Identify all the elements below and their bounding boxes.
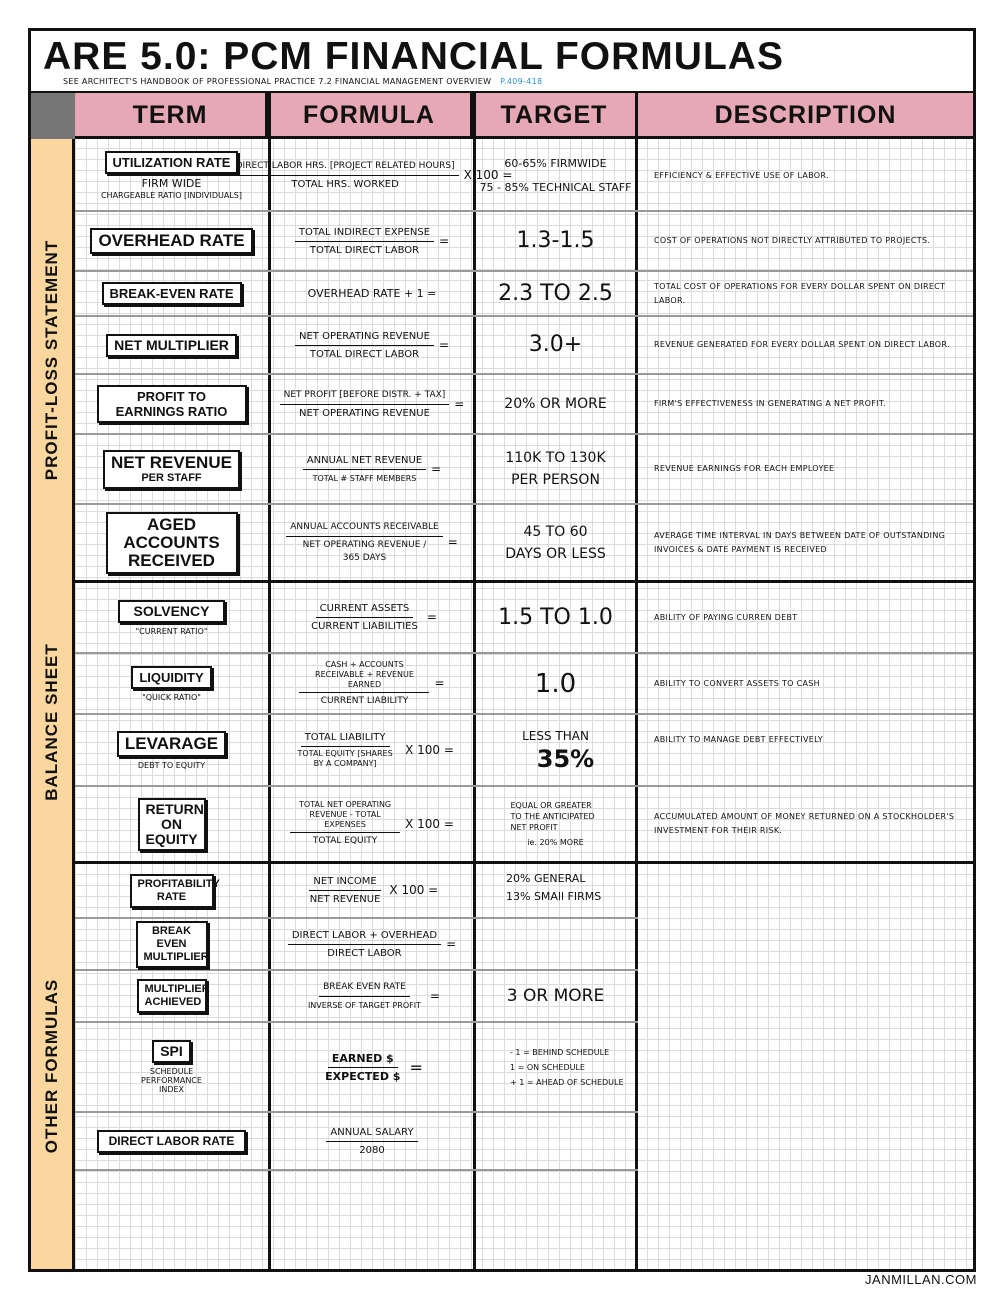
- target-cell: 3 OR MORE: [506, 986, 605, 1006]
- operator: =: [409, 1057, 423, 1077]
- formula-cell: [271, 971, 473, 1021]
- target-value: - 1 = BEHIND SCHEDULE: [510, 1047, 610, 1057]
- term-label: NET REVENUE: [111, 452, 232, 472]
- fraction: [280, 389, 450, 420]
- denominator: NET OPERATING REVENUE / 365 DAYS: [302, 539, 427, 563]
- table-corner: [31, 93, 75, 139]
- target-value: 60-65% FIRMWIDE: [504, 156, 607, 170]
- term-break-even-multiplier: BREAK EVEN MULTIPLIER: [136, 921, 208, 968]
- operator: =: [454, 396, 465, 411]
- term-cell: [75, 787, 268, 861]
- term-cell: [75, 971, 268, 1021]
- fraction: [303, 454, 426, 485]
- term-profitability-rate: PROFITABILITY RATE: [130, 874, 214, 908]
- denominator: TOTAL EQUITY: [312, 836, 378, 846]
- header-description-label: DESCRIPTION: [714, 101, 897, 129]
- operator: =: [430, 988, 441, 1003]
- target-value: + 1 = AHEAD OF SCHEDULE: [510, 1077, 624, 1087]
- target-cell: 20% OR MORE: [504, 396, 607, 412]
- description-cell: COST OF OPERATIONS NOT DIRECTLY ATTRIBUTED TO PROJECTS.: [654, 236, 931, 245]
- subtitle-pages: P.409-418: [500, 77, 543, 86]
- denominator: TOTAL HRS. WORKED: [291, 179, 399, 190]
- row-divider: [75, 1169, 638, 1171]
- formula-cell: [271, 1113, 473, 1169]
- operator: =: [438, 337, 449, 352]
- numerator: NET INCOME: [309, 875, 380, 891]
- formula-cell: [271, 583, 473, 652]
- target-cell: [476, 505, 635, 580]
- formula-cell: [271, 787, 473, 861]
- term-cell: [75, 272, 268, 315]
- term-overhead-rate: OVERHEAD RATE: [90, 228, 252, 254]
- formula-cell: [271, 864, 473, 917]
- term-return-on-equity: RETURN ON EQUITY: [138, 798, 206, 851]
- numerator: TOTAL LIABILITY: [301, 731, 390, 747]
- term-label-sub: PER STAFF: [141, 471, 202, 484]
- target-value: ie. 20% MORE: [527, 838, 584, 847]
- denominator: TOTAL EQUITY [SHARES BY A COMPANY]: [297, 749, 393, 768]
- operator: =: [431, 461, 442, 476]
- formula-cell: [271, 505, 473, 580]
- operator: =: [446, 936, 457, 951]
- target-cell: [476, 715, 635, 785]
- term-subtitle: "QUICK RATIO": [142, 692, 201, 702]
- fraction: [307, 602, 422, 633]
- operator: =: [426, 610, 437, 624]
- denominator: TOTAL # STAFF MEMBERS: [312, 473, 417, 483]
- fraction: [290, 731, 400, 769]
- target-cell: 3.0+: [528, 332, 583, 357]
- description-cell: ABILITY TO MANAGE DEBT EFFECTIVELY: [654, 735, 823, 744]
- target-value: EQUAL OR GREATER TO THE ANTICIPATED NET PROFIT: [510, 801, 595, 832]
- fraction: [290, 800, 400, 848]
- term-cell: [75, 919, 268, 969]
- term-net-multiplier: NET MULTIPLIER: [106, 334, 237, 357]
- term-spi: SPI: [152, 1040, 191, 1063]
- target-cell: 1.0: [534, 668, 577, 699]
- target-cell: [476, 1023, 635, 1111]
- term-cell: [75, 715, 268, 785]
- denominator: NET OPERATING REVENUE: [299, 407, 430, 419]
- target-cell: 1.3-1.5: [516, 228, 595, 253]
- header-target: [473, 93, 638, 139]
- term-utilization-rate: UTILIZATION RATE: [105, 151, 239, 174]
- target-value: 13% SMAll FIRMS: [506, 890, 602, 903]
- fraction: [306, 875, 385, 906]
- header-term-label: TERM: [132, 101, 208, 129]
- numerator: TOTAL NET OPERATING REVENUE - TOTAL EXPENSES: [290, 800, 400, 833]
- denominator: CURRENT LIABILITIES: [311, 621, 418, 632]
- target-cell: 1.5 TO 1.0: [498, 604, 613, 630]
- header-target-label: TARGET: [500, 101, 608, 129]
- term-cell: [75, 864, 268, 917]
- numerator: CURRENT ASSETS: [316, 602, 414, 618]
- target-cell: [476, 787, 635, 861]
- section-label: OTHER FORMULAS: [41, 978, 61, 1154]
- term-aged-accounts-received: AGED ACCOUNTS RECEIVED: [106, 512, 238, 574]
- section-label: BALANCE SHEET: [41, 643, 61, 801]
- description-cell: ACCUMULATED AMOUNT OF MONEY RETURNED ON A STOCKHOLDER'S INVESTMENT FOR THEIR RISK.: [654, 812, 955, 835]
- description-cell: EFFICIENCY & EFFECTIVE USE OF LABOR.: [654, 170, 829, 180]
- section-other-formulas: [31, 863, 75, 1269]
- formula-cell: [271, 375, 473, 433]
- header-term: [75, 93, 268, 139]
- target-value: 110K TO 130K: [505, 450, 606, 466]
- section-label: PROFIT-LOSS STATEMENT: [41, 239, 61, 481]
- term-cell: [75, 1113, 268, 1169]
- term-subtitle: DEBT TO EQUITY: [137, 760, 206, 770]
- target-value: 45 TO 60: [523, 523, 588, 540]
- description-cell: ABILITY OF PAYING CURREN DEBT: [654, 612, 798, 622]
- term-cell: [75, 1023, 268, 1111]
- target-value: LESS THAN: [522, 729, 589, 743]
- numerator: ANNUAL NET REVENUE: [303, 454, 426, 470]
- term-break-even-rate: BREAK-EVEN RATE: [102, 282, 242, 305]
- term-multiplier-achieved: MULTIPLIER ACHIEVED: [137, 979, 207, 1013]
- fraction: [326, 1126, 417, 1157]
- target-cell: [476, 864, 635, 917]
- subtitle: [63, 77, 542, 86]
- denominator: TOTAL DIRECT LABOR: [309, 348, 420, 360]
- formula-cell: [271, 715, 473, 785]
- fraction: [295, 330, 434, 361]
- fraction: [321, 1052, 404, 1083]
- numerator: DIRECT LABOR HRS. [PROJECT RELATED HOURS]: [232, 160, 459, 176]
- term-cell: [75, 505, 268, 580]
- numerator: DIRECT LABOR + OVERHEAD: [288, 929, 441, 945]
- formula-cell: [271, 317, 473, 373]
- formula-cell: [271, 435, 473, 503]
- description-cell: ABILITY TO CONVERT ASSETS TO CASH: [654, 678, 820, 688]
- operator: X 100 =: [405, 742, 454, 757]
- section-profit-loss: [31, 139, 75, 581]
- numerator: EARNED $: [328, 1052, 398, 1068]
- worksheet: [28, 28, 976, 1272]
- target-value: 20% GENERAL: [506, 872, 586, 885]
- description-cell: REVENUE GENERATED FOR EVERY DOLLAR SPENT ON DIRECT LABOR.: [654, 340, 950, 349]
- operator: =: [447, 535, 458, 549]
- term-cell: [75, 435, 268, 503]
- numerator: TOTAL INDIRECT EXPENSE: [295, 226, 434, 242]
- fraction: [304, 981, 425, 1012]
- numerator: ANNUAL SALARY: [326, 1126, 417, 1142]
- operator: X 100 =: [463, 168, 513, 182]
- term-levarage: LEVARAGE: [117, 731, 226, 757]
- formula-cell: [271, 1023, 473, 1111]
- denominator: 2080: [359, 1144, 385, 1156]
- term-cell: [75, 654, 268, 713]
- target-value: 75 - 85% TECHNICAL STAFF: [479, 180, 632, 194]
- target-cell: [476, 141, 635, 210]
- denominator: CURRENT LIABILITY: [320, 695, 409, 706]
- formula-cell: [271, 654, 473, 713]
- term-solvency: SOLVENCY: [118, 600, 226, 623]
- header-formula-label: FORMULA: [303, 101, 435, 129]
- term-cell: [75, 583, 268, 652]
- fraction: [288, 929, 441, 960]
- description-cell: TOTAL COST OF OPERATIONS FOR EVERY DOLLAR SPENT ON DIRECT LABOR.: [654, 281, 946, 305]
- numerator: NET PROFIT [BEFORE DISTR. + TAX]: [280, 389, 450, 405]
- denominator: DIRECT LABOR: [327, 947, 402, 959]
- subtitle-text: SEE ARCHITECT'S HANDBOOK OF PROFESSIONAL PRACTICE 7.2 FINANCIAL MANAGEMENT OVERVIEW: [63, 77, 492, 86]
- target-cell: 2.3 TO 2.5: [498, 280, 613, 306]
- numerator: CASH + ACCOUNTS RECEIVABLE + REVENUE EARNED: [299, 660, 429, 693]
- fraction: [232, 160, 459, 191]
- formula-cell: OVERHEAD RATE + 1 =: [307, 287, 437, 300]
- fraction: [299, 660, 429, 708]
- term-cell: [75, 375, 268, 433]
- page-title: ARE 5.0: PCM FINANCIAL FORMULAS: [43, 35, 784, 78]
- numerator: NET OPERATING REVENUE: [295, 330, 434, 346]
- term-cell: [75, 212, 268, 270]
- term-net-revenue: [103, 450, 240, 489]
- header-formula: [268, 93, 473, 139]
- term-profit-to-earnings-ratio: PROFIT TO EARNINGS RATIO: [97, 385, 247, 423]
- target-cell: [476, 435, 635, 503]
- section-balance-sheet: [31, 581, 75, 863]
- formula-cell: [235, 141, 513, 210]
- description-cell: AVERAGE TIME INTERVAL IN DAYS BETWEEN DATE OF OUTSTANDING INVOICES & DATE PAYMENT IS RECEIVED: [654, 530, 946, 554]
- numerator: BREAK EVEN RATE: [319, 981, 410, 997]
- target-value: PER PERSON: [511, 472, 600, 488]
- target-value: 35%: [536, 745, 595, 773]
- operator: X 100 =: [405, 816, 454, 831]
- term-cell: [75, 317, 268, 373]
- operator: X 100 =: [389, 883, 439, 897]
- denominator: TOTAL DIRECT LABOR: [309, 244, 420, 256]
- formula-cell: [271, 919, 473, 969]
- operator: =: [439, 233, 450, 248]
- denominator: EXPECTED $: [325, 1069, 401, 1083]
- target-value: 1 = ON SCHEDULE: [510, 1062, 585, 1072]
- formula-cell: [271, 212, 473, 270]
- denominator: NET REVENUE: [309, 894, 381, 905]
- description-cell: FIRM'S EFFECTIVENESS IN GENERATING A NET PROFIT.: [654, 399, 886, 408]
- operator: =: [434, 676, 445, 690]
- title-bar: [31, 31, 973, 93]
- term-subtitle: SCHEDULE PERFORMANCE INDEX: [141, 1067, 202, 1094]
- term-liquidity: LIQUIDITY: [131, 666, 211, 689]
- formula-table: [31, 93, 973, 1269]
- term-direct-labor-rate: DIRECT LABOR RATE: [97, 1130, 247, 1153]
- term-subtitle: CHARGEABLE RATIO [INDIVIDUALS]: [100, 191, 243, 200]
- footer-credit: JANMILLAN.COM: [865, 1272, 977, 1287]
- denominator: INVERSE OF TARGET PROFIT: [307, 1000, 421, 1010]
- header-description: [638, 93, 973, 139]
- fraction: [286, 521, 442, 565]
- numerator: ANNUAL ACCOUNTS RECEIVABLE: [286, 521, 442, 537]
- term-subtitle: FIRM WIDE: [141, 177, 202, 190]
- target-value: DAYS OR LESS: [505, 545, 606, 562]
- fraction: [295, 226, 434, 257]
- term-subtitle: "CURRENT RATIO": [135, 626, 208, 636]
- description-cell: REVENUE EARNINGS FOR EACH EMPLOYEE: [654, 464, 835, 473]
